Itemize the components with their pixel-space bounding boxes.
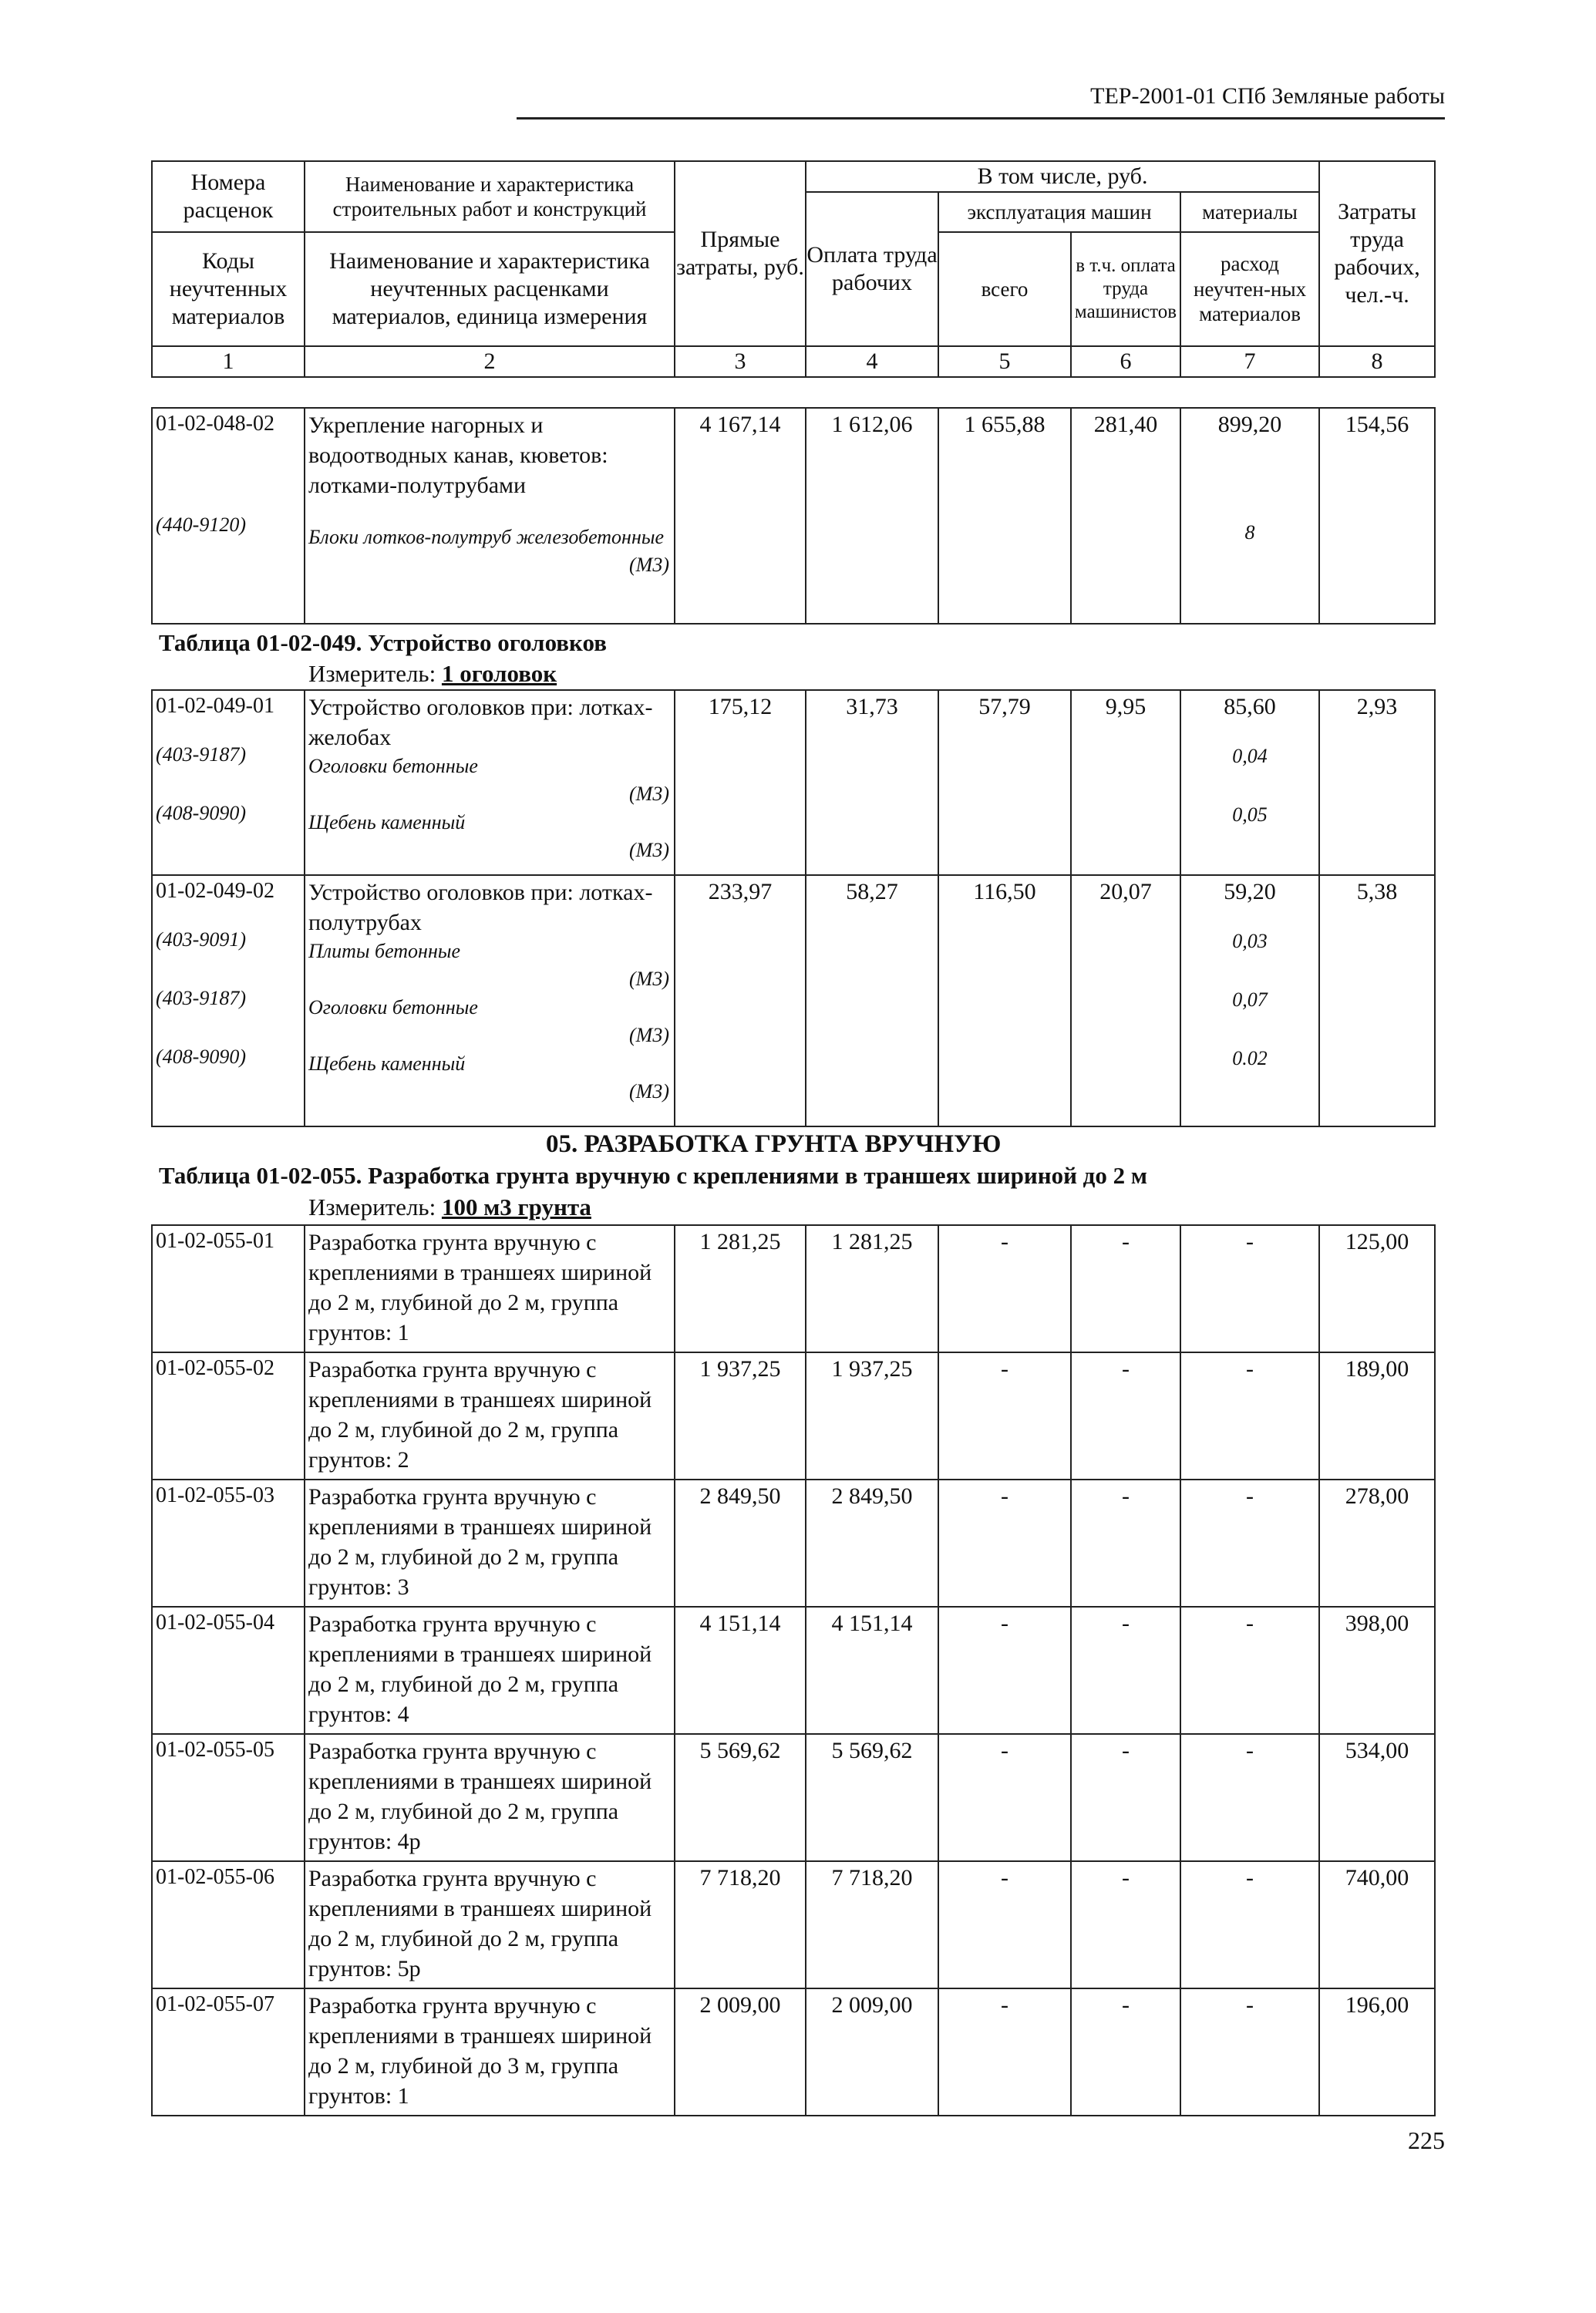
col7-header: расход неучтен-ных материалов (1180, 232, 1319, 346)
work-name: Разработка грунта вручную с креплениями в траншеях шириной до 2 м, глубиной до 2 м, группа грунтов: 1 (305, 1225, 675, 1352)
materials-cost: - (1180, 1734, 1319, 1861)
material-unit: (М3) (629, 554, 669, 577)
work-name: Разработка грунта вручную с креплениями в траншеях шириной до 2 м, глубиной до 2 м, группа грунтов: 2 (305, 1352, 675, 1480)
col2-header-bottom: Наименование и характеристика неучтенных расценками материалов, единица измерения (305, 232, 675, 346)
work-name: Разработка грунта вручную с креплениями в траншеях шириной до 2 м, глубиной до 2 м, группа грунтов: 5р (305, 1861, 675, 1988)
machine-total: 1 655,88 (938, 408, 1071, 624)
labor-pay: 58,27 (806, 875, 938, 1126)
machine-operator-pay: - (1071, 1607, 1180, 1734)
material-qty: 0,05 (1232, 803, 1268, 826)
header-rule (517, 117, 1445, 120)
direct-costs: 4 167,14 (675, 408, 806, 624)
machine-operator-pay: - (1071, 1734, 1180, 1861)
rate-code: 01-02-055-01 (152, 1225, 305, 1352)
rate-code: 01-02-049-02 (156, 879, 274, 903)
material-unit: (М3) (629, 839, 669, 862)
direct-costs: 2 849,50 (675, 1480, 806, 1607)
machine-total: 116,50 (938, 875, 1071, 1126)
rate-code-cell (152, 408, 305, 624)
machine-total: - (938, 1352, 1071, 1480)
labor-pay: 7 718,20 (806, 1861, 938, 1988)
meter-value: 100 м3 грунта (441, 1194, 591, 1220)
col-number-6: 6 (1071, 346, 1180, 377)
materials-cost: - (1180, 1352, 1319, 1480)
machine-operator-pay: 20,07 (1071, 875, 1180, 1126)
materials-cost: - (1180, 1480, 1319, 1607)
material-qty: 8 (1244, 521, 1255, 544)
materials-cost: - (1180, 1225, 1319, 1352)
material-code: (403-9187) (156, 743, 246, 766)
material-name: Щебень каменный (308, 810, 466, 833)
col-number-4: 4 (806, 346, 938, 377)
material-qty: 0,07 (1232, 988, 1268, 1011)
work-name: Устройство оголовков при: лотках-желобах (308, 695, 653, 750)
table-055 (151, 1224, 1436, 2116)
col3-header: Прямые затраты, руб. (675, 161, 806, 346)
rate-code-cell (152, 690, 305, 875)
machine-operator-pay: - (1071, 1861, 1180, 1988)
direct-costs: 7 718,20 (675, 1861, 806, 1988)
material-code: (408-9090) (156, 802, 246, 824)
table-row (152, 875, 1435, 1126)
labor-hours: 534,00 (1319, 1734, 1435, 1861)
materials-header: материалы (1180, 192, 1319, 232)
direct-costs: 1 937,25 (675, 1352, 806, 1480)
table-049-meter (308, 660, 557, 688)
material-name: Оголовки бетонные (308, 995, 478, 1018)
machine-total: - (938, 1734, 1071, 1861)
section-heading: 05. РАЗРАБОТКА ГРУНТА ВРУЧНУЮ (546, 1130, 1002, 1158)
meter-label: Измеритель: (308, 660, 436, 687)
material-name: Щебень каменный (308, 1052, 466, 1075)
labor-pay: 2 849,50 (806, 1480, 938, 1607)
labor-hours: 398,00 (1319, 1607, 1435, 1734)
labor-hours: 278,00 (1319, 1480, 1435, 1607)
direct-costs: 4 151,14 (675, 1607, 806, 1734)
work-name-cell (305, 875, 675, 1126)
materials-cell (1180, 408, 1319, 624)
material-name: Плиты бетонные (308, 940, 460, 962)
labor-hours: 196,00 (1319, 1988, 1435, 2116)
material-code: (440-9120) (156, 513, 246, 536)
col-number-1: 1 (152, 346, 305, 377)
col-number-3: 3 (675, 346, 806, 377)
labor-hours: 189,00 (1319, 1352, 1435, 1480)
meter-label: Измеритель: (308, 1194, 436, 1220)
material-qty: 0,04 (1232, 745, 1268, 767)
rate-code: 01-02-055-02 (152, 1352, 305, 1480)
material-name: Оголовки бетонные (308, 755, 478, 777)
material-unit: (М3) (629, 783, 669, 806)
table-049-title: Таблица 01-02-049. Устройство оголовков (159, 629, 607, 656)
labor-pay: 5 569,62 (806, 1734, 938, 1861)
col6-header: в т.ч. оплата труда машинистов (1071, 232, 1180, 346)
material-name: Блоки лотков-полутруб железобетонные (308, 526, 665, 548)
running-title: ТЕР-2001-01 СПб Земляные работы (1090, 83, 1445, 109)
machine-operator-pay: - (1071, 1352, 1180, 1480)
col-number-8: 8 (1319, 346, 1435, 377)
materials-cost: 85,60 (1224, 694, 1276, 719)
material-code: (403-9187) (156, 987, 246, 1009)
labor-pay: 1 281,25 (806, 1225, 938, 1352)
machine-total: - (938, 1607, 1071, 1734)
work-name: Разработка грунта вручную с креплениями в траншеях шириной до 2 м, глубиной до 2 м, группа грунтов: 4 (305, 1607, 675, 1734)
material-code: (403-9091) (156, 928, 246, 951)
col8-header: Затраты труда рабочих, чел.-ч. (1319, 161, 1435, 346)
labor-pay: 2 009,00 (806, 1988, 938, 2116)
labor-hours: 154,56 (1319, 408, 1435, 624)
col-number-7: 7 (1180, 346, 1319, 377)
direct-costs: 233,97 (675, 875, 806, 1126)
work-name-cell (305, 690, 675, 875)
table-row (152, 408, 1435, 624)
direct-costs: 2 009,00 (675, 1988, 806, 2116)
group-header: В том числе, руб. (806, 161, 1319, 192)
machine-total: 57,79 (938, 690, 1071, 875)
materials-cost: 899,20 (1217, 412, 1282, 437)
table-row (152, 1988, 1435, 2116)
materials-cost: - (1180, 1607, 1319, 1734)
labor-pay: 1 937,25 (806, 1352, 938, 1480)
materials-cost: - (1180, 1861, 1319, 1988)
work-name: Разработка грунта вручную с креплениями в траншеях шириной до 2 м, глубиной до 3 м, группа грунтов: 1 (305, 1988, 675, 2116)
machines-header: эксплуатация машин (938, 192, 1180, 232)
rate-code-cell (152, 875, 305, 1126)
machine-operator-pay: 281,40 (1071, 408, 1180, 624)
column-header-table (151, 160, 1436, 378)
col5-header: всего (938, 232, 1071, 346)
work-name: Разработка грунта вручную с креплениями в траншеях шириной до 2 м, глубиной до 2 м, группа грунтов: 4р (305, 1734, 675, 1861)
direct-costs: 5 569,62 (675, 1734, 806, 1861)
machine-total: - (938, 1480, 1071, 1607)
table-row (152, 1861, 1435, 1988)
col1-header-top: Номера расценок (152, 161, 305, 232)
table-row (152, 1734, 1435, 1861)
rate-code: 01-02-055-03 (152, 1480, 305, 1607)
machine-operator-pay: - (1071, 1480, 1180, 1607)
labor-hours: 740,00 (1319, 1861, 1435, 1988)
table-row (152, 1352, 1435, 1480)
col-number-2: 2 (305, 346, 675, 377)
labor-hours: 5,38 (1319, 875, 1435, 1126)
labor-pay: 4 151,14 (806, 1607, 938, 1734)
rate-code: 01-02-049-01 (156, 694, 274, 718)
table-row (152, 1225, 1435, 1352)
col2-header-top: Наименование и характеристика строительных работ и конструкций (305, 161, 675, 232)
table-row (152, 690, 1435, 875)
material-qty: 0,03 (1232, 930, 1268, 952)
work-name: Разработка грунта вручную с креплениями в траншеях шириной до 2 м, глубиной до 2 м, группа грунтов: 3 (305, 1480, 675, 1607)
labor-hours: 125,00 (1319, 1225, 1435, 1352)
machine-total: - (938, 1861, 1071, 1988)
material-unit: (М3) (629, 1079, 669, 1103)
col1-header-bottom: Коды неучтенных материалов (152, 232, 305, 346)
machine-total: - (938, 1988, 1071, 2116)
labor-hours: 2,93 (1319, 690, 1435, 875)
rate-code: 01-02-055-05 (152, 1734, 305, 1861)
direct-costs: 175,12 (675, 690, 806, 875)
table-048 (151, 407, 1436, 625)
material-qty: 0.02 (1232, 1047, 1268, 1069)
labor-pay: 1 612,06 (806, 408, 938, 624)
machine-operator-pay: - (1071, 1225, 1180, 1352)
page-number: 225 (1408, 2126, 1445, 2154)
rate-code: 01-02-055-06 (152, 1861, 305, 1988)
machine-total: - (938, 1225, 1071, 1352)
col-number-5: 5 (938, 346, 1071, 377)
machine-operator-pay: 9,95 (1071, 690, 1180, 875)
col4-header: Оплата труда рабочих (806, 192, 938, 346)
materials-cell (1180, 690, 1319, 875)
material-unit: (М3) (629, 1024, 669, 1047)
table-055-meter (308, 1194, 591, 1221)
materials-cell (1180, 875, 1319, 1126)
rate-code: 01-02-048-02 (156, 412, 274, 436)
rate-code: 01-02-055-07 (152, 1988, 305, 2116)
table-055-title: Таблица 01-02-055. Разработка грунта вручную с креплениями в траншеях шириной до 2 м (159, 1162, 1147, 1189)
work-name: Укрепление нагорных и водоотводных канав, кюветов: лотками-полутрубами (308, 412, 608, 498)
machine-operator-pay: - (1071, 1988, 1180, 2116)
meter-value: 1 оголовок (441, 660, 557, 687)
materials-cost: - (1180, 1988, 1319, 2116)
work-name-cell (305, 408, 675, 624)
table-row (152, 1480, 1435, 1607)
table-row (152, 1607, 1435, 1734)
rate-code: 01-02-055-04 (152, 1607, 305, 1734)
direct-costs: 1 281,25 (675, 1225, 806, 1352)
table-049 (151, 689, 1436, 1127)
work-name: Устройство оголовков при: лотках-полутрубах (308, 880, 653, 935)
material-unit: (М3) (629, 968, 669, 991)
material-code: (408-9090) (156, 1045, 246, 1068)
materials-cost: 59,20 (1224, 879, 1276, 904)
labor-pay: 31,73 (806, 690, 938, 875)
